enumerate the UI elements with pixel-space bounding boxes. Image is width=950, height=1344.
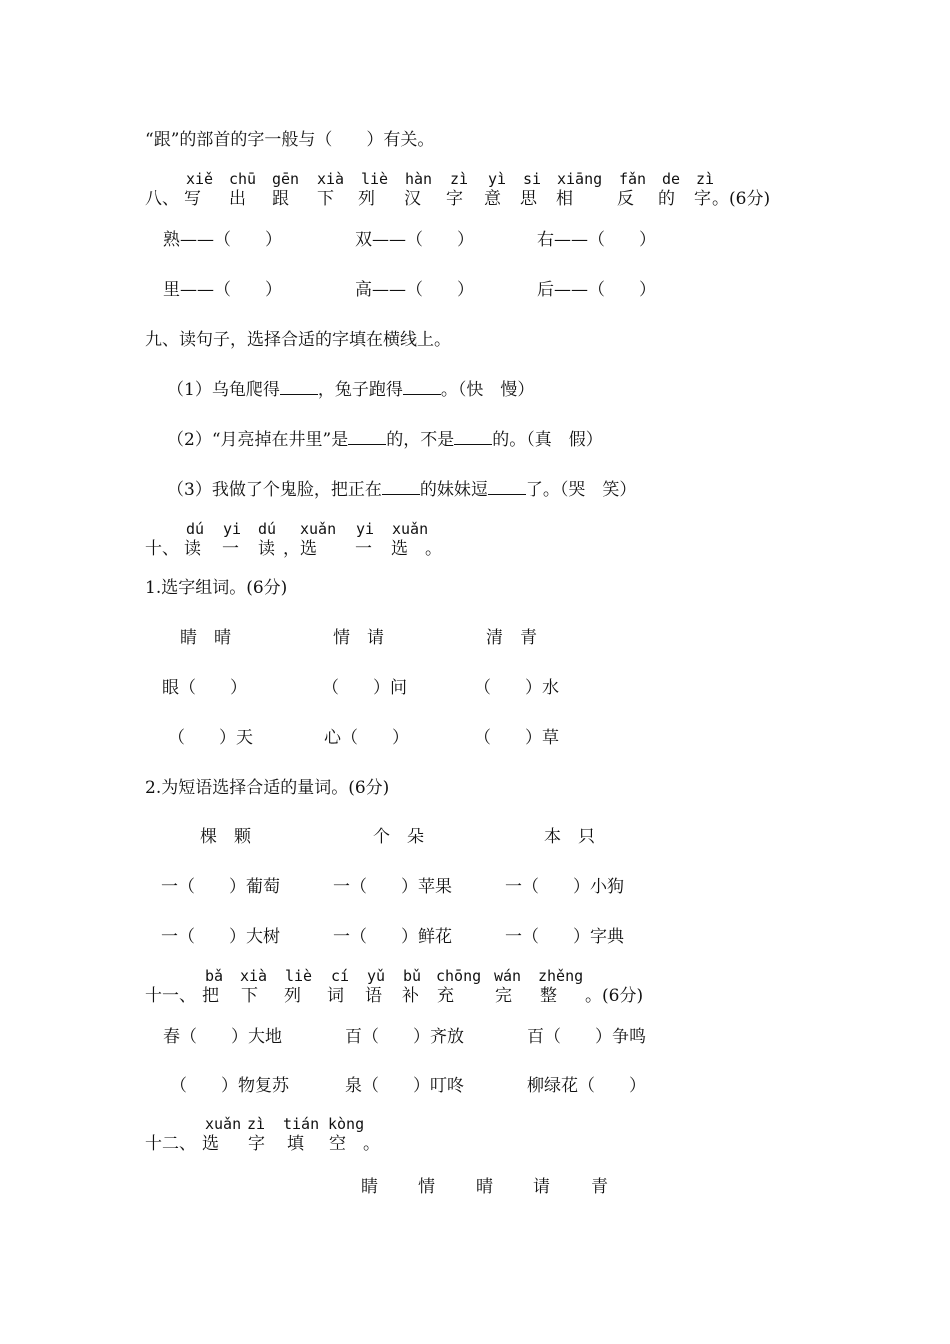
q8-char: 意 bbox=[484, 189, 501, 209]
answer-blank[interactable] bbox=[382, 478, 420, 495]
q8-item: 右——（ ） bbox=[537, 230, 656, 250]
q10-char: ，选 bbox=[283, 539, 317, 559]
q11-pinyin: zhěng bbox=[538, 967, 584, 985]
q8-pinyin: liè bbox=[361, 170, 389, 188]
q12-char: 填 bbox=[287, 1134, 304, 1154]
q12-option: 情 bbox=[418, 1177, 435, 1197]
q9-s1-part: 。（快 慢） bbox=[440, 380, 535, 400]
q8-char: 写 bbox=[184, 189, 201, 209]
q8-char: 字 bbox=[694, 189, 711, 209]
q10-part2-item: 一（ ）字典 bbox=[505, 927, 624, 947]
q8-pinyin: chū bbox=[229, 170, 257, 188]
answer-blank[interactable] bbox=[403, 378, 441, 395]
q11-pinyin: xià bbox=[240, 967, 268, 985]
q8-pinyin: zì bbox=[696, 170, 715, 188]
q10-char: 读 bbox=[258, 539, 275, 559]
q8-pinyin: hàn bbox=[405, 170, 433, 188]
q10-pinyin: dú bbox=[258, 520, 277, 538]
q10-pinyin: yi bbox=[223, 520, 242, 538]
q8-pinyin: si bbox=[523, 170, 542, 188]
q8-item: 高——（ ） bbox=[355, 280, 474, 300]
q9-s2-part: 的，不是 bbox=[386, 430, 455, 450]
q8-char: 跟 bbox=[272, 189, 289, 209]
q12-pinyin: xuǎn bbox=[205, 1115, 242, 1133]
q8-item: 双——（ ） bbox=[355, 230, 474, 250]
q11-item: 春（ ）大地 bbox=[163, 1027, 282, 1047]
q8-item: 熟——（ ） bbox=[163, 230, 282, 250]
q8-item: 后——（ ） bbox=[537, 280, 656, 300]
q12-option: 青 bbox=[591, 1177, 608, 1197]
q8-char: 的 bbox=[658, 189, 675, 209]
q10-part1-item: （ ）草 bbox=[474, 728, 559, 748]
q12-tail: 。 bbox=[363, 1134, 380, 1154]
q12-char: 选 bbox=[202, 1134, 219, 1154]
q9-sentence-1 bbox=[167, 378, 534, 401]
q11-pinyin: yǔ bbox=[367, 967, 386, 985]
q10-part1-item: （ ）天 bbox=[168, 728, 253, 748]
q10-part2-options: 本 只 bbox=[544, 827, 595, 847]
q8-char: 出 bbox=[229, 189, 246, 209]
q10-part1-options: 情 请 bbox=[333, 628, 384, 648]
q11-item: 百（ ）齐放 bbox=[345, 1027, 464, 1047]
q10-pinyin: dú bbox=[186, 520, 205, 538]
q11-char: 词 bbox=[327, 986, 344, 1006]
q9-s3-part: （3）我做了个鬼脸，把正在 bbox=[167, 480, 382, 500]
answer-blank[interactable] bbox=[488, 478, 526, 495]
q11-pinyin: chōng bbox=[436, 967, 482, 985]
q10-part2-title: 2.为短语选择合适的量词。(6分) bbox=[145, 778, 390, 798]
q8-char: 字 bbox=[446, 189, 463, 209]
q12-option: 晴 bbox=[476, 1177, 493, 1197]
q11-number: 十一、 bbox=[145, 986, 196, 1006]
q11-item: 柳绿花（ ） bbox=[527, 1076, 646, 1096]
q10-part2-options: 个 朵 bbox=[373, 827, 424, 847]
answer-blank[interactable] bbox=[280, 378, 318, 395]
q11-pinyin: wán bbox=[494, 967, 522, 985]
q10-pinyin: xuǎn bbox=[300, 520, 337, 538]
q9-s3-part: 的妹妹逗 bbox=[419, 480, 488, 500]
q10-part1-options: 睛 晴 bbox=[180, 628, 231, 648]
q10-part1-item: 眼（ ） bbox=[162, 678, 247, 698]
q8-pinyin: de bbox=[662, 170, 681, 188]
q9-sentence-2 bbox=[167, 428, 603, 451]
q10-pinyin: yi bbox=[356, 520, 375, 538]
q12-pinyin: kòng bbox=[328, 1115, 365, 1133]
q9-s3-part: 了。（哭 笑） bbox=[525, 480, 637, 500]
q11-pinyin: bǎ bbox=[205, 967, 224, 985]
q10-part2-item: 一（ ）小狗 bbox=[505, 877, 624, 897]
q10-part1-options: 清 青 bbox=[486, 628, 537, 648]
q10-char: 选 bbox=[391, 539, 408, 559]
q9-title: 九、读句子，选择合适的字填在横线上。 bbox=[145, 330, 451, 350]
q10-part2-item: 一（ ）大树 bbox=[161, 927, 280, 947]
q11-char: 完 bbox=[495, 986, 512, 1006]
q8-char: 相 bbox=[556, 189, 573, 209]
q8-char: 下 bbox=[317, 189, 334, 209]
q11-item: 泉（ ）叮咚 bbox=[345, 1076, 464, 1096]
q8-char: 列 bbox=[358, 189, 375, 209]
q8-pinyin: xiāng bbox=[557, 170, 603, 188]
q11-char: 补 bbox=[402, 986, 419, 1006]
q8-char: 汉 bbox=[404, 189, 421, 209]
q8-pinyin: xià bbox=[317, 170, 345, 188]
q8-pinyin: fǎn bbox=[619, 170, 647, 188]
q12-option: 睛 bbox=[361, 1177, 378, 1197]
q9-s2-part: 的。（真 假） bbox=[492, 430, 603, 450]
q10-part2-item: 一（ ）葡萄 bbox=[161, 877, 280, 897]
q8-pinyin: xiě bbox=[186, 170, 214, 188]
q10-part1-item: 心（ ） bbox=[324, 728, 409, 748]
q11-pinyin: bǔ bbox=[403, 967, 422, 985]
q11-char: 语 bbox=[365, 986, 382, 1006]
q11-char: 把 bbox=[202, 986, 219, 1006]
q9-sentence-3 bbox=[167, 478, 636, 501]
q9-s2-part: （2）“月亮掉在井里”是 bbox=[167, 430, 349, 450]
q11-points: 。(6分) bbox=[585, 986, 644, 1006]
q11-item: （ ）物复苏 bbox=[170, 1076, 289, 1096]
q11-char: 充 bbox=[437, 986, 454, 1006]
q12-char: 字 bbox=[248, 1134, 265, 1154]
q10-part1-item: （ ）水 bbox=[474, 678, 559, 698]
q10-char: 一 bbox=[222, 539, 239, 559]
q9-s1-part: ，兔子跑得 bbox=[317, 380, 403, 400]
q9-s1-part: （1）乌龟爬得 bbox=[167, 380, 280, 400]
q8-item: 里——（ ） bbox=[163, 280, 282, 300]
q11-char: 下 bbox=[241, 986, 258, 1006]
answer-blank[interactable] bbox=[454, 428, 492, 445]
q11-char: 整 bbox=[540, 986, 557, 1006]
q8-pinyin: zì bbox=[450, 170, 469, 188]
q8-number: 八、 bbox=[145, 189, 179, 209]
q11-item: 百（ ）争鸣 bbox=[527, 1027, 646, 1047]
q10-char: 一 bbox=[355, 539, 372, 559]
q10-part2-item: 一（ ）鲜花 bbox=[333, 927, 452, 947]
q10-pinyin: xuǎn bbox=[392, 520, 429, 538]
q8-char: 思 bbox=[520, 189, 537, 209]
answer-blank[interactable] bbox=[348, 428, 386, 445]
q12-number: 十二、 bbox=[145, 1134, 196, 1154]
q10-part2-options: 棵 颗 bbox=[200, 827, 251, 847]
q10-part2-item: 一（ ）苹果 bbox=[333, 877, 452, 897]
q10-part1-title: 1.选字组词。(6分) bbox=[145, 578, 288, 598]
q11-pinyin: liè bbox=[285, 967, 313, 985]
q10-number: 十、 bbox=[145, 539, 179, 559]
q7-tail-text: “跟”的部首的字一般与（ ）有关。 bbox=[145, 130, 435, 150]
q8-pinyin: yì bbox=[488, 170, 507, 188]
q10-tail: 。 bbox=[425, 539, 442, 559]
q10-char: 读 bbox=[184, 539, 201, 559]
q12-pinyin: tián bbox=[283, 1115, 320, 1133]
q11-pinyin: cí bbox=[331, 967, 350, 985]
q12-option: 请 bbox=[533, 1177, 550, 1197]
q10-part1-item: （ ）问 bbox=[322, 678, 407, 698]
q8-char: 反 bbox=[617, 189, 634, 209]
q8-pinyin: gēn bbox=[272, 170, 300, 188]
q8-points: 。(6分) bbox=[712, 189, 771, 209]
q11-char: 列 bbox=[284, 986, 301, 1006]
q12-char: 空 bbox=[329, 1134, 346, 1154]
q12-pinyin: zì bbox=[247, 1115, 266, 1133]
